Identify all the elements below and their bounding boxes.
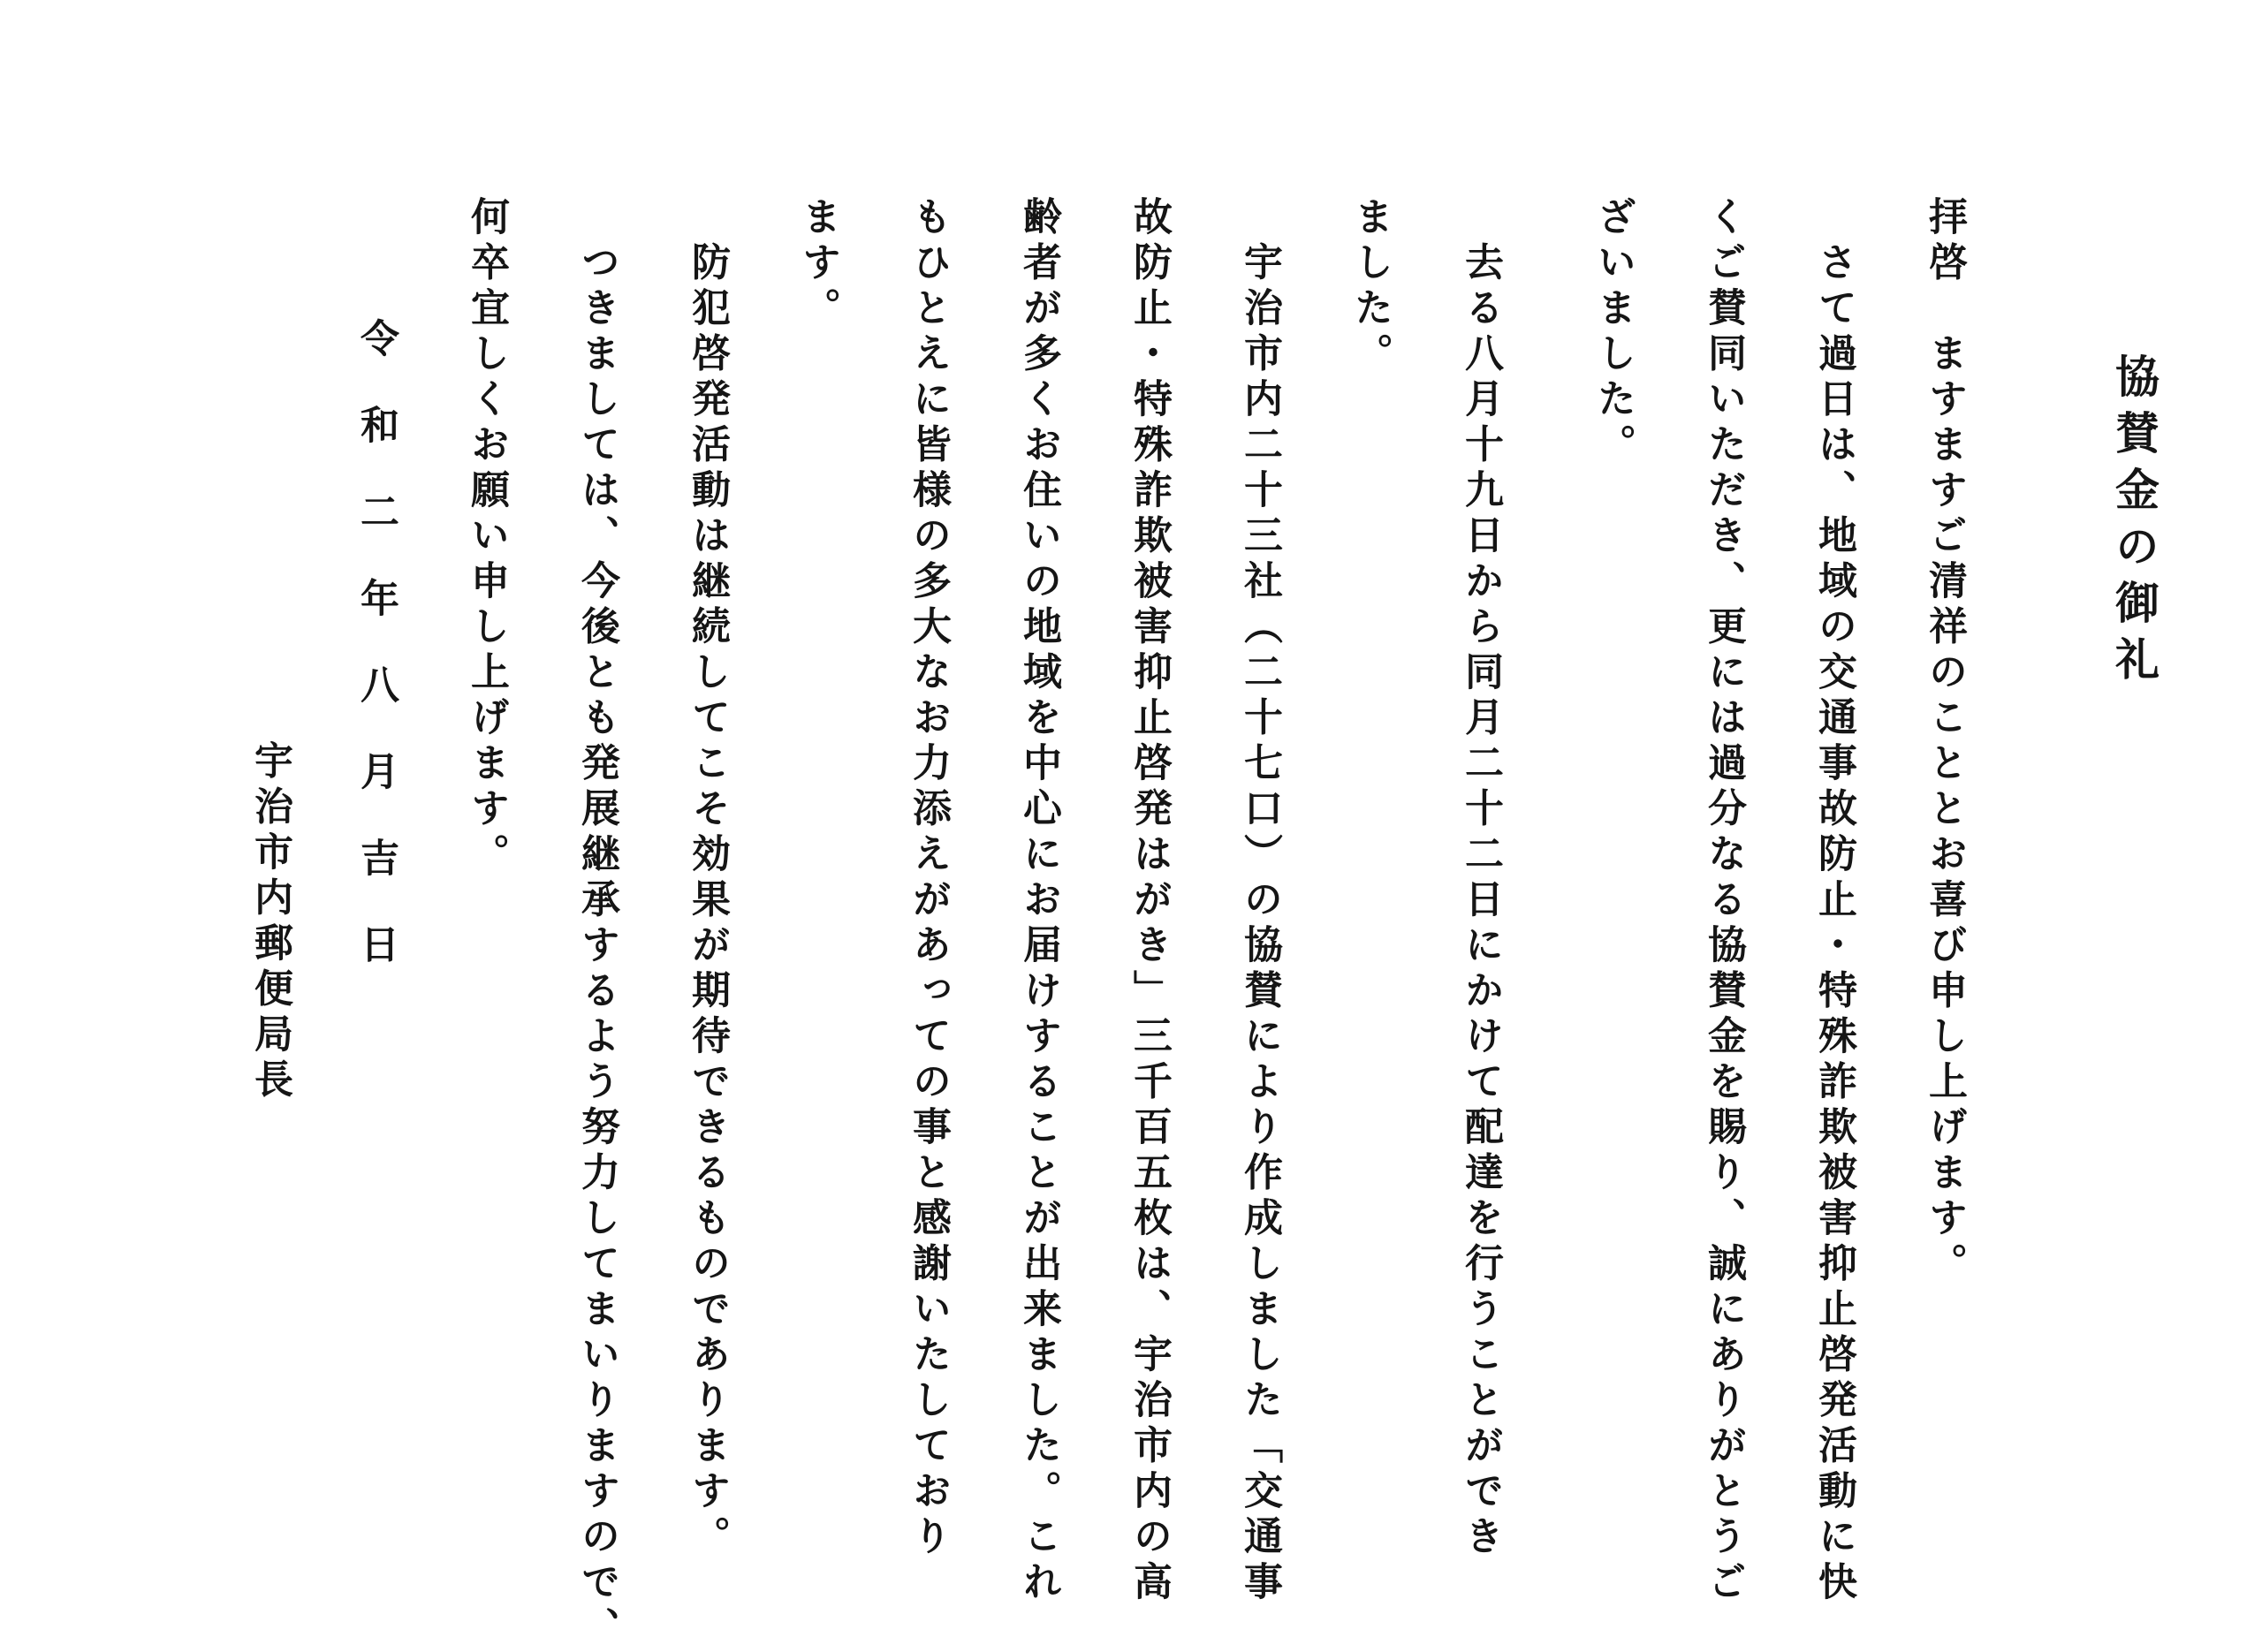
letter-signature: 宇治市内郵便局長 [247, 740, 292, 1104]
body-line-7: 宇治市内二十三社（二十七口）の協賛により作成しました「交通事 [1237, 196, 1282, 1607]
body-line-5: 去る八月十九日から同月二十二日にかけて配達を行うことができ [1458, 196, 1503, 1561]
body-line-12: 防犯啓発活動は継続してこそ効果が期待できるものであります。 [685, 196, 730, 1561]
body-line-3: くご賛同いただき、更には過分なる協賛金を賜り、誠にありがとうご [1701, 196, 1746, 1607]
body-line-8: 故防止・特殊詐欺被害抑止啓発はがき」三千百五枚は、宇治市内の高 [1127, 196, 1172, 1607]
body-line-10: もひとえに皆様の多大なお力添えがあっての事と感謝いたしており [906, 196, 951, 1561]
body-line-2: さて過日は、地域の交通事故防止・特殊詐欺被害抑止啓発活動に快 [1811, 196, 1856, 1607]
body-line-11: ます。 [795, 196, 840, 333]
body-line-4: ざいました。 [1590, 196, 1636, 469]
letter-title: 協賛金の御礼 [2108, 353, 2160, 693]
body-line-13: つきましては、今後とも発展継承するよう努力してまいりますので、 [574, 196, 619, 1652]
body-line-9: 齢者が多くお住いの地域を中心にお届けすることが出来ました。これ [1016, 196, 1061, 1607]
body-line-14: 何卒宜しくお願い申し上げます。 [464, 196, 509, 879]
body-line-6: ました。 [1347, 196, 1393, 378]
letter-date: 令和二年八月吉日 [353, 318, 399, 1011]
body-line-1: 拝啓 ますますご清祥のこととお喜び申し上げます。 [1922, 196, 1967, 1288]
